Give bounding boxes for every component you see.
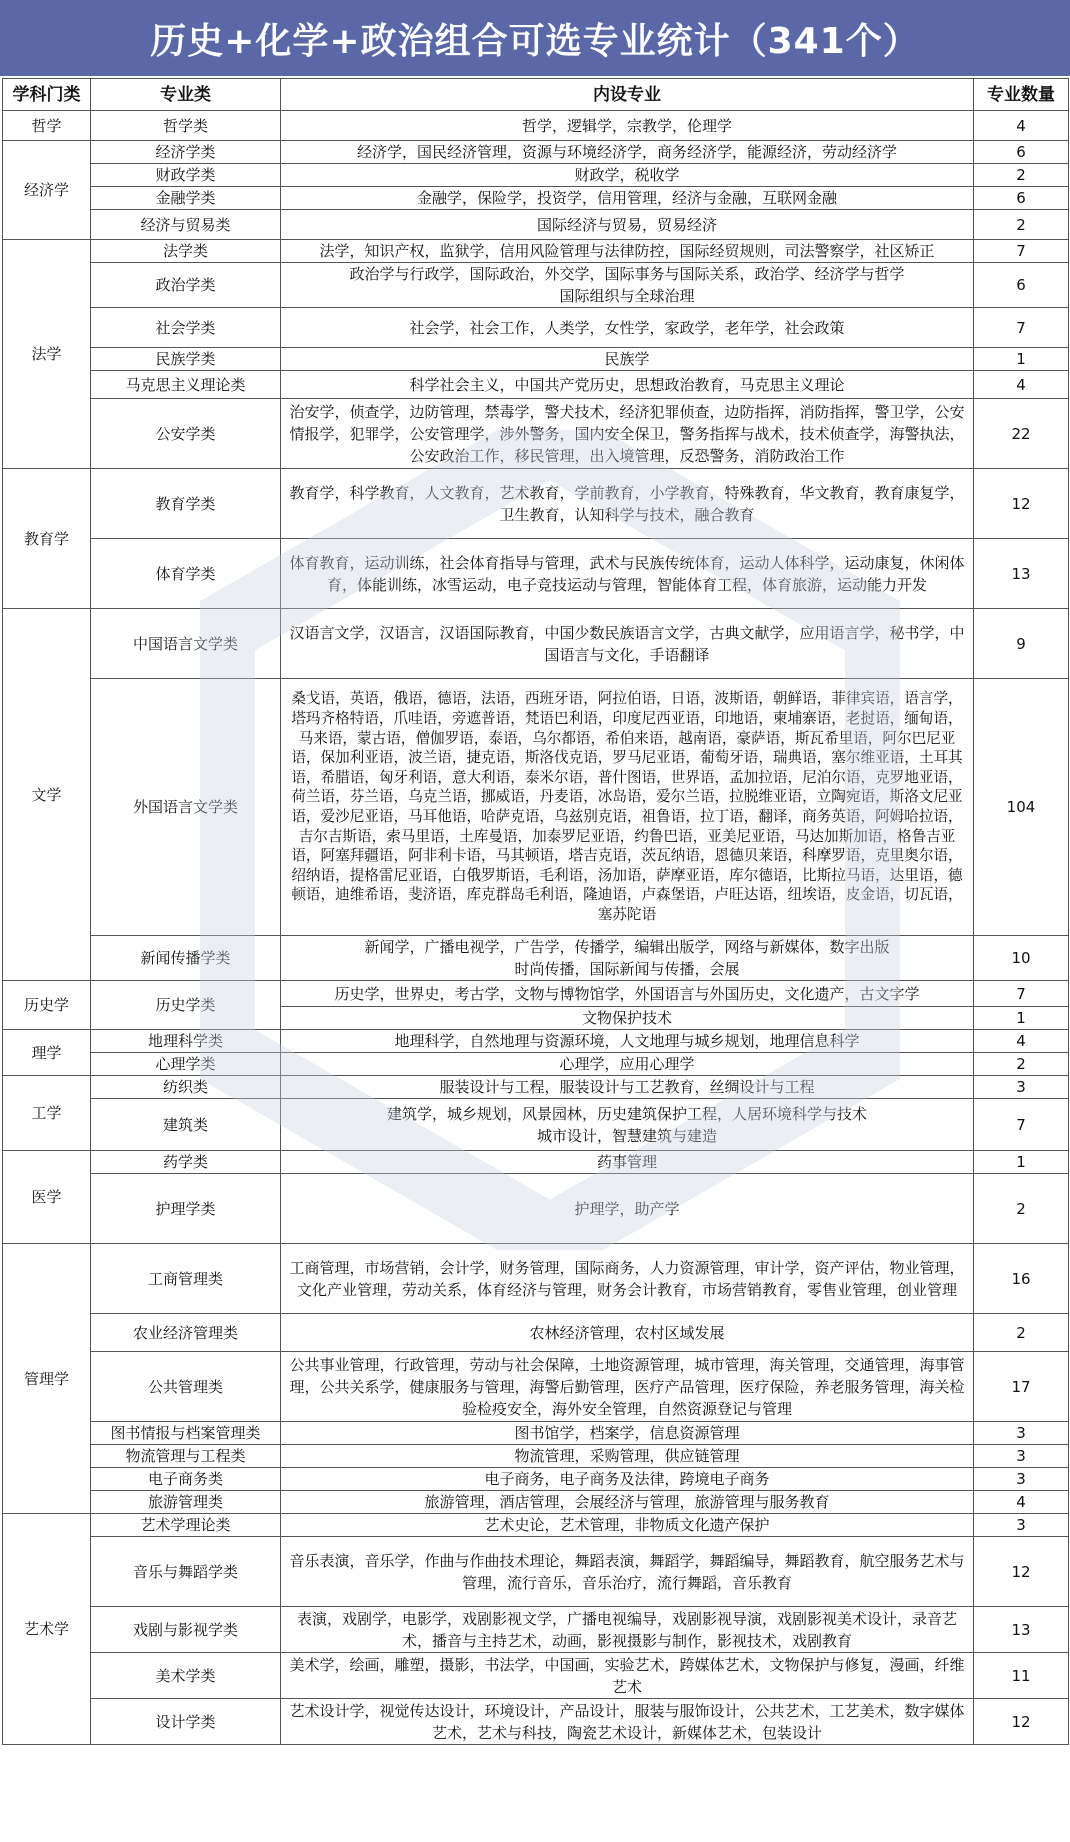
discipline-cell: 法学: [3, 240, 91, 469]
category-cell: 财政学类: [91, 164, 281, 187]
category-cell: 物流管理与工程类: [91, 1445, 281, 1468]
table-row: [3, 1653, 1069, 1699]
category-cell: 教育学类: [91, 469, 281, 539]
count-cell: 2: [974, 1174, 1069, 1244]
table-row: [3, 1076, 1069, 1099]
majors-cell: 电子商务，电子商务及法律，跨境电子商务: [281, 1468, 974, 1491]
discipline-cell: 历史学: [3, 981, 91, 1030]
table-row: [3, 1699, 1069, 1745]
table-row: [3, 263, 1069, 308]
table-row: [3, 1422, 1069, 1445]
count-cell: 16: [974, 1244, 1069, 1314]
majors-cell: 国际经济与贸易，贸易经济: [281, 210, 974, 240]
majors-cell: 物流管理，采购管理，供应链管理: [281, 1445, 974, 1468]
table-row: [3, 210, 1069, 240]
category-cell: 政治学类: [91, 263, 281, 308]
count-cell: 3: [974, 1468, 1069, 1491]
table-row: [3, 981, 1069, 1007]
discipline-cell: 文学: [3, 609, 91, 981]
count-cell: 3: [974, 1445, 1069, 1468]
table-row: [3, 164, 1069, 187]
table-row: [3, 1352, 1069, 1422]
table-row: [3, 609, 1069, 679]
table-row: [3, 111, 1069, 141]
page-title: 历史+化学+政治组合可选专业统计（341个）: [0, 0, 1070, 76]
table-row: [3, 187, 1069, 210]
count-cell: 13: [974, 539, 1069, 609]
count-cell: 7: [974, 1099, 1069, 1151]
majors-cell: 艺术设计学，视觉传达设计，环境设计，产品设计，服装与服饰设计，公共艺术，工艺美术，数字媒体艺术，艺术与科技，陶瓷艺术设计，新媒体艺术，包装设计: [281, 1699, 974, 1745]
table-row: [3, 308, 1069, 348]
majors-cell: 哲学，逻辑学，宗教学，伦理学: [281, 111, 974, 141]
count-cell: 9: [974, 609, 1069, 679]
category-cell: 美术学类: [91, 1653, 281, 1699]
majors-cell: 治安学，侦查学，边防管理，禁毒学，警犬技术，经济犯罪侦查，边防指挥，消防指挥，警卫学，公安情报学，犯罪学，公安管理学，涉外警务，国内安全保卫，警务指挥与战术，技术侦查学，海警执法，公安政治工作，移民管理，出入境管理，反恐警务，消防政治工作: [281, 399, 974, 469]
count-cell: 4: [974, 111, 1069, 141]
table-row: [3, 679, 1069, 936]
table-row: [3, 141, 1069, 164]
category-cell: 药学类: [91, 1151, 281, 1174]
count-cell: 3: [974, 1514, 1069, 1537]
majors-cell: 服装设计与工程，服装设计与工艺教育，丝绸设计与工程: [281, 1076, 974, 1099]
category-cell: 公共管理类: [91, 1352, 281, 1422]
count-cell: 7: [974, 240, 1069, 263]
category-cell: 新闻传播学类: [91, 936, 281, 981]
majors-cell: 心理学，应用心理学: [281, 1053, 974, 1076]
category-cell: 历史学类: [91, 981, 281, 1030]
majors-cell: 桑戈语，英语，俄语，德语，法语，西班牙语，阿拉伯语，日语，波斯语，朝鲜语，菲律宾语，语言学，塔玛齐格特语，爪哇语，旁遮普语，梵语巴利语，印度尼西亚语，印地语，柬埔寨语，老挝语，缅甸语，马来语，蒙古语，僧伽罗语，泰语，乌尔都语，希伯来语，越南语，豪萨语，斯瓦希里语，阿尔巴尼亚语，保加利亚语，波兰语，捷克语，斯洛伐克语，罗马尼亚语，葡萄牙语，瑞典语，塞尔维亚语，土耳其语，希腊语，匈牙利语，意大利语，泰米尔语，普什图语，世界语，孟加拉语，尼泊尔语，克罗地亚语，荷兰语，芬兰语，乌克兰语，挪威语，丹麦语，冰岛语，爱尔兰语，拉脱维亚语，立陶宛语，斯洛文尼亚语，爱沙尼亚语，马耳他语，哈萨克语，乌兹别克语，祖鲁语，拉丁语，翻译，商务英语，阿姆哈拉语，吉尔吉斯语，索马里语，土库曼语，加泰罗尼亚语，约鲁巴语，亚美尼亚语，马达加斯加语，格鲁吉亚语，阿塞拜疆语，阿非利卡语，马其顿语，塔吉克语，茨瓦纳语，恩德贝莱语，科摩罗语，克里奥尔语，绍纳语，提格雷尼亚语，白俄罗斯语，毛利语，汤加语，萨摩亚语，库尔德语，比斯拉马语，达里语，德顿语，迪维希语，斐济语，库克群岛毛利语，隆迪语，卢森堡语，卢旺达语，纽埃语，皮金语，切瓦语，塞苏陀语: [281, 679, 974, 936]
table-row: [3, 1468, 1069, 1491]
count-cell: 4: [974, 371, 1069, 399]
header-count: 专业数量: [974, 79, 1069, 111]
category-cell: 设计学类: [91, 1699, 281, 1745]
majors-cell: 药事管理: [281, 1151, 974, 1174]
majors-cell: 音乐表演，音乐学，作曲与作曲技术理论，舞蹈表演，舞蹈学，舞蹈编导，舞蹈教育，航空服务艺术与管理，流行音乐，音乐治疗，流行舞蹈，音乐教育: [281, 1537, 974, 1607]
category-cell: 电子商务类: [91, 1468, 281, 1491]
category-cell: 民族学类: [91, 348, 281, 371]
discipline-cell: 哲学: [3, 111, 91, 141]
table-row: [3, 469, 1069, 539]
category-cell: 旅游管理类: [91, 1491, 281, 1514]
category-cell: 经济学类: [91, 141, 281, 164]
count-cell: 6: [974, 263, 1069, 308]
count-cell: 17: [974, 1352, 1069, 1422]
header-majors: 内设专业: [281, 79, 974, 111]
discipline-cell: 管理学: [3, 1244, 91, 1514]
count-cell: 7: [974, 308, 1069, 348]
count-cell: 11: [974, 1653, 1069, 1699]
majors-cell: 金融学，保险学，投资学，信用管理，经济与金融，互联网金融: [281, 187, 974, 210]
count-cell: 2: [974, 164, 1069, 187]
count-cell: 12: [974, 469, 1069, 539]
category-cell: 经济与贸易类: [91, 210, 281, 240]
table-body: [3, 111, 1069, 1745]
count-cell: 1: [974, 1151, 1069, 1174]
table-row: [3, 1244, 1069, 1314]
category-cell: 农业经济管理类: [91, 1314, 281, 1352]
majors-cell: 社会学，社会工作，人类学，女性学，家政学，老年学，社会政策: [281, 308, 974, 348]
majors-cell: 科学社会主义，中国共产党历史，思想政治教育，马克思主义理论: [281, 371, 974, 399]
table-row: [3, 1537, 1069, 1607]
count-cell: 10: [974, 936, 1069, 981]
category-cell: 社会学类: [91, 308, 281, 348]
table-row: [3, 1314, 1069, 1352]
header-category: 专业类: [91, 79, 281, 111]
count-cell: 22: [974, 399, 1069, 469]
table-row: [3, 348, 1069, 371]
count-cell: 7: [974, 981, 1069, 1007]
table-row: [3, 1030, 1069, 1053]
count-cell: 3: [974, 1076, 1069, 1099]
category-cell: 外国语言文学类: [91, 679, 281, 936]
majors-cell: 政治学与行政学，国际政治，外交学，国际事务与国际关系，政治学、经济学与哲学 国际组织与全球治理: [281, 263, 974, 308]
table-row: [3, 1099, 1069, 1151]
count-cell: 6: [974, 141, 1069, 164]
table-row: [3, 1445, 1069, 1468]
category-cell: 护理学类: [91, 1174, 281, 1244]
discipline-cell: 理学: [3, 1030, 91, 1076]
discipline-cell: 教育学: [3, 469, 91, 609]
majors-cell: 历史学，世界史，考古学，文物与博物馆学，外国语言与外国历史，文化遗产，古文字学: [281, 981, 974, 1007]
table-row: [3, 1151, 1069, 1174]
count-cell: 13: [974, 1607, 1069, 1653]
category-cell: 马克思主义理论类: [91, 371, 281, 399]
category-cell: 公安学类: [91, 399, 281, 469]
majors-cell: 建筑学，城乡规划，风景园林，历史建筑保护工程，人居环境科学与技术 城市设计，智慧建筑与建造: [281, 1099, 974, 1151]
header-discipline: 学科门类: [3, 79, 91, 111]
count-cell: 104: [974, 679, 1069, 936]
table-row: [3, 399, 1069, 469]
table-row: [3, 539, 1069, 609]
category-cell: 戏剧与影视学类: [91, 1607, 281, 1653]
table-row: [3, 1607, 1069, 1653]
majors-cell: 表演，戏剧学，电影学，戏剧影视文学，广播电视编导，戏剧影视导演，戏剧影视美术设计，录音艺术，播音与主持艺术，动画，影视摄影与制作，影视技术，戏剧教育: [281, 1607, 974, 1653]
count-cell: 2: [974, 210, 1069, 240]
category-cell: 哲学类: [91, 111, 281, 141]
count-cell: 2: [974, 1314, 1069, 1352]
category-cell: 纺织类: [91, 1076, 281, 1099]
header-row: [3, 79, 1069, 111]
category-cell: 建筑类: [91, 1099, 281, 1151]
category-cell: 艺术学理论类: [91, 1514, 281, 1537]
majors-cell: 旅游管理，酒店管理，会展经济与管理，旅游管理与服务教育: [281, 1491, 974, 1514]
table-row: [3, 1174, 1069, 1244]
category-cell: 图书情报与档案管理类: [91, 1422, 281, 1445]
majors-table: [2, 78, 1069, 1745]
count-cell: 1: [974, 1007, 1069, 1030]
category-cell: 体育学类: [91, 539, 281, 609]
majors-cell: 艺术史论，艺术管理，非物质文化遗产保护: [281, 1514, 974, 1537]
majors-cell: 民族学: [281, 348, 974, 371]
discipline-cell: 医学: [3, 1151, 91, 1244]
majors-cell: 法学，知识产权，监狱学，信用风险管理与法律防控，国际经贸规则，司法警察学，社区矫正: [281, 240, 974, 263]
category-cell: 心理学类: [91, 1053, 281, 1076]
category-cell: 法学类: [91, 240, 281, 263]
table-row: [3, 240, 1069, 263]
count-cell: 6: [974, 187, 1069, 210]
discipline-cell: 工学: [3, 1076, 91, 1151]
majors-cell: 文物保护技术: [281, 1007, 974, 1030]
majors-cell: 教育学，科学教育，人文教育，艺术教育，学前教育，小学教育，特殊教育，华文教育，教育康复学，卫生教育，认知科学与技术，融合教育: [281, 469, 974, 539]
count-cell: 1: [974, 348, 1069, 371]
majors-cell: 地理科学，自然地理与资源环境，人文地理与城乡规划，地理信息科学: [281, 1030, 974, 1053]
category-cell: 工商管理类: [91, 1244, 281, 1314]
majors-cell: 公共事业管理，行政管理，劳动与社会保障，土地资源管理，城市管理，海关管理，交通管理，海事管理，公共关系学，健康服务与管理，海警后勤管理，医疗产品管理，医疗保险，养老服务管理，海关检验检疫安全，海外安全管理，自然资源登记与管理: [281, 1352, 974, 1422]
discipline-cell: 经济学: [3, 141, 91, 240]
count-cell: 12: [974, 1699, 1069, 1745]
majors-cell: 美术学，绘画，雕塑，摄影，书法学，中国画，实验艺术，跨媒体艺术，文物保护与修复，漫画，纤维艺术: [281, 1653, 974, 1699]
majors-cell: 汉语言文学，汉语言，汉语国际教育，中国少数民族语言文学，古典文献学，应用语言学，秘书学，中国语言与文化，手语翻译: [281, 609, 974, 679]
majors-cell: 护理学，助产学: [281, 1174, 974, 1244]
majors-cell: 经济学，国民经济管理，资源与环境经济学，商务经济学，能源经济，劳动经济学: [281, 141, 974, 164]
table-row: [3, 1514, 1069, 1537]
majors-cell: 工商管理，市场营销，会计学，财务管理，国际商务，人力资源管理，审计学，资产评估，物业管理，文化产业管理，劳动关系，体育经济与管理，财务会计教育，市场营销教育，零售业管理，创业管理: [281, 1244, 974, 1314]
count-cell: 4: [974, 1030, 1069, 1053]
majors-cell: 财政学，税收学: [281, 164, 974, 187]
table-row: [3, 1491, 1069, 1514]
category-cell: 金融学类: [91, 187, 281, 210]
count-cell: 12: [974, 1537, 1069, 1607]
category-cell: 中国语言文学类: [91, 609, 281, 679]
majors-cell: 农林经济管理，农村区域发展: [281, 1314, 974, 1352]
majors-cell: 新闻学，广播电视学，广告学，传播学，编辑出版学，网络与新媒体，数字出版 时尚传播，国际新闻与传播，会展: [281, 936, 974, 981]
majors-cell: 体育教育，运动训练，社会体育指导与管理，武术与民族传统体育，运动人体科学，运动康复，休闲体育，体能训练，冰雪运动，电子竞技运动与管理，智能体育工程，体育旅游，运动能力开发: [281, 539, 974, 609]
table-row: [3, 371, 1069, 399]
category-cell: 地理科学类: [91, 1030, 281, 1053]
count-cell: 2: [974, 1053, 1069, 1076]
count-cell: 4: [974, 1491, 1069, 1514]
discipline-cell: 艺术学: [3, 1514, 91, 1745]
table-row: [3, 1053, 1069, 1076]
category-cell: 音乐与舞蹈学类: [91, 1537, 281, 1607]
count-cell: 3: [974, 1422, 1069, 1445]
table-row: [3, 936, 1069, 981]
majors-cell: 图书馆学，档案学，信息资源管理: [281, 1422, 974, 1445]
